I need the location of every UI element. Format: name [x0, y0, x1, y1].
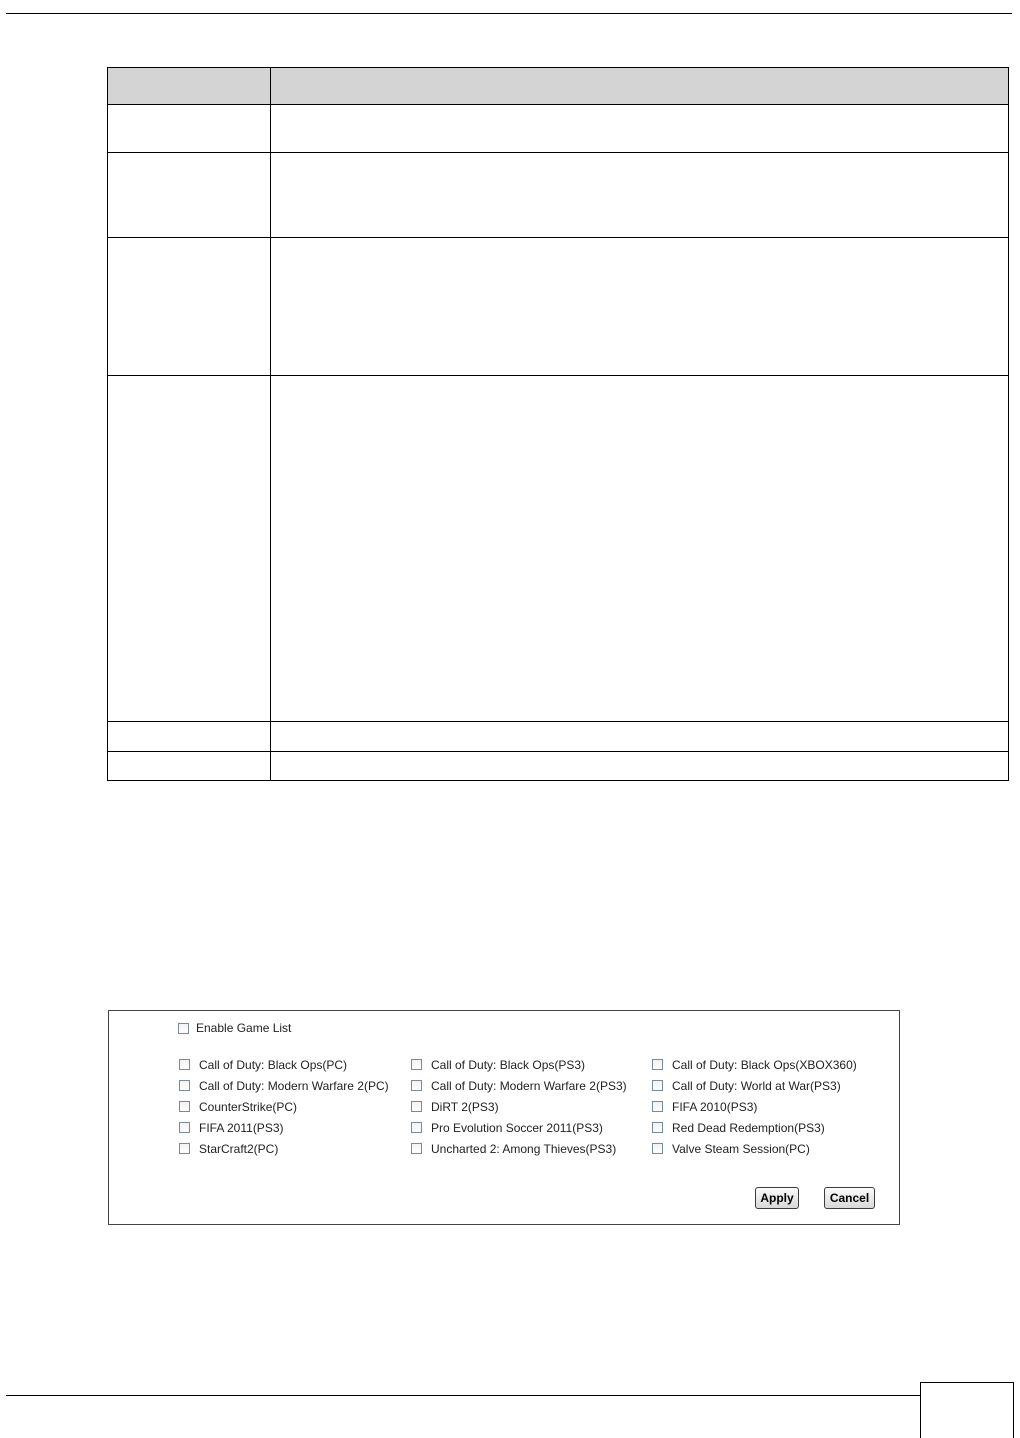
table-cell	[108, 376, 271, 722]
table-cell	[271, 153, 1009, 238]
game-column-3	[652, 1054, 857, 1159]
game-label: DiRT 2(PS3)	[431, 1099, 499, 1114]
game-item[interactable]	[179, 1138, 389, 1159]
game-label: Call of Duty: Black Ops(PS3)	[431, 1057, 586, 1072]
game-checkbox[interactable]	[179, 1080, 190, 1091]
game-label: Uncharted 2: Among Thieves(PS3)	[431, 1141, 617, 1156]
game-label: Call of Duty: Black Ops(PC)	[199, 1057, 348, 1072]
table-header-cell	[108, 68, 271, 105]
table-cell	[271, 238, 1009, 376]
game-checkbox[interactable]	[411, 1122, 422, 1133]
game-checkbox[interactable]	[411, 1101, 422, 1112]
game-label: FIFA 2011(PS3)	[199, 1120, 284, 1135]
game-item[interactable]	[411, 1075, 627, 1096]
table-row	[108, 153, 1009, 238]
game-checkbox[interactable]	[179, 1101, 190, 1112]
enable-game-list-checkbox[interactable]	[178, 1023, 189, 1034]
game-item[interactable]	[411, 1096, 627, 1117]
game-checkbox[interactable]	[652, 1122, 663, 1133]
game-label: Call of Duty: Modern Warfare 2(PC)	[199, 1078, 389, 1093]
label-description-table	[107, 67, 1009, 781]
game-label: Call of Duty: World at War(PS3)	[672, 1078, 841, 1093]
game-item[interactable]	[179, 1054, 389, 1075]
game-label: Red Dead Redemption(PS3)	[672, 1120, 825, 1135]
table-cell	[108, 722, 271, 752]
apply-button[interactable]: Apply	[755, 1187, 799, 1209]
game-checkbox[interactable]	[652, 1059, 663, 1070]
game-item[interactable]	[652, 1054, 857, 1075]
game-checkbox[interactable]	[411, 1143, 422, 1154]
page-number-box	[920, 1382, 1014, 1438]
table-row	[108, 722, 1009, 752]
table-header-row	[108, 68, 1009, 105]
table-row	[108, 376, 1009, 722]
game-checkbox[interactable]	[179, 1122, 190, 1133]
game-item[interactable]	[411, 1117, 627, 1138]
game-list-panel	[108, 1010, 900, 1225]
table-header-cell	[271, 68, 1009, 105]
game-checkbox[interactable]	[652, 1101, 663, 1112]
game-label: CounterStrike(PC)	[199, 1099, 298, 1114]
game-label: StarCraft2(PC)	[199, 1141, 279, 1156]
game-item[interactable]	[652, 1096, 857, 1117]
table-cell	[271, 722, 1009, 752]
game-label: FIFA 2010(PS3)	[672, 1099, 758, 1114]
footer-rule	[6, 1395, 920, 1396]
game-column-1	[179, 1054, 389, 1159]
game-item[interactable]	[179, 1096, 389, 1117]
cancel-button[interactable]: Cancel	[824, 1187, 875, 1209]
game-label: Valve Steam Session(PC)	[672, 1141, 810, 1156]
game-checkbox[interactable]	[652, 1143, 663, 1154]
game-item[interactable]	[411, 1054, 627, 1075]
game-checkbox[interactable]	[411, 1059, 422, 1070]
header-rule	[6, 13, 1012, 14]
table-cell	[108, 153, 271, 238]
enable-game-list-option[interactable]	[178, 1020, 291, 1036]
table-row	[108, 105, 1009, 153]
game-checkbox[interactable]	[652, 1080, 663, 1091]
table-cell	[271, 752, 1009, 781]
table-cell	[108, 238, 271, 376]
game-item[interactable]	[411, 1138, 627, 1159]
game-checkbox[interactable]	[179, 1059, 190, 1070]
enable-game-list-label: Enable Game List	[196, 1021, 292, 1035]
table-cell	[271, 105, 1009, 153]
game-column-2	[411, 1054, 627, 1159]
game-item[interactable]	[652, 1075, 857, 1096]
table-row	[108, 752, 1009, 781]
game-checkbox[interactable]	[411, 1080, 422, 1091]
table-cell	[108, 105, 271, 153]
game-item[interactable]	[179, 1117, 389, 1138]
game-item[interactable]	[652, 1138, 857, 1159]
game-label: Call of Duty: Modern Warfare 2(PS3)	[431, 1078, 627, 1093]
game-label: Call of Duty: Black Ops(XBOX360)	[672, 1057, 857, 1072]
table-cell	[271, 376, 1009, 722]
game-label: Pro Evolution Soccer 2011(PS3)	[431, 1120, 603, 1135]
game-item[interactable]	[652, 1117, 857, 1138]
table-cell	[108, 752, 271, 781]
table-row	[108, 238, 1009, 376]
game-checkbox[interactable]	[179, 1143, 190, 1154]
game-item[interactable]	[179, 1075, 389, 1096]
